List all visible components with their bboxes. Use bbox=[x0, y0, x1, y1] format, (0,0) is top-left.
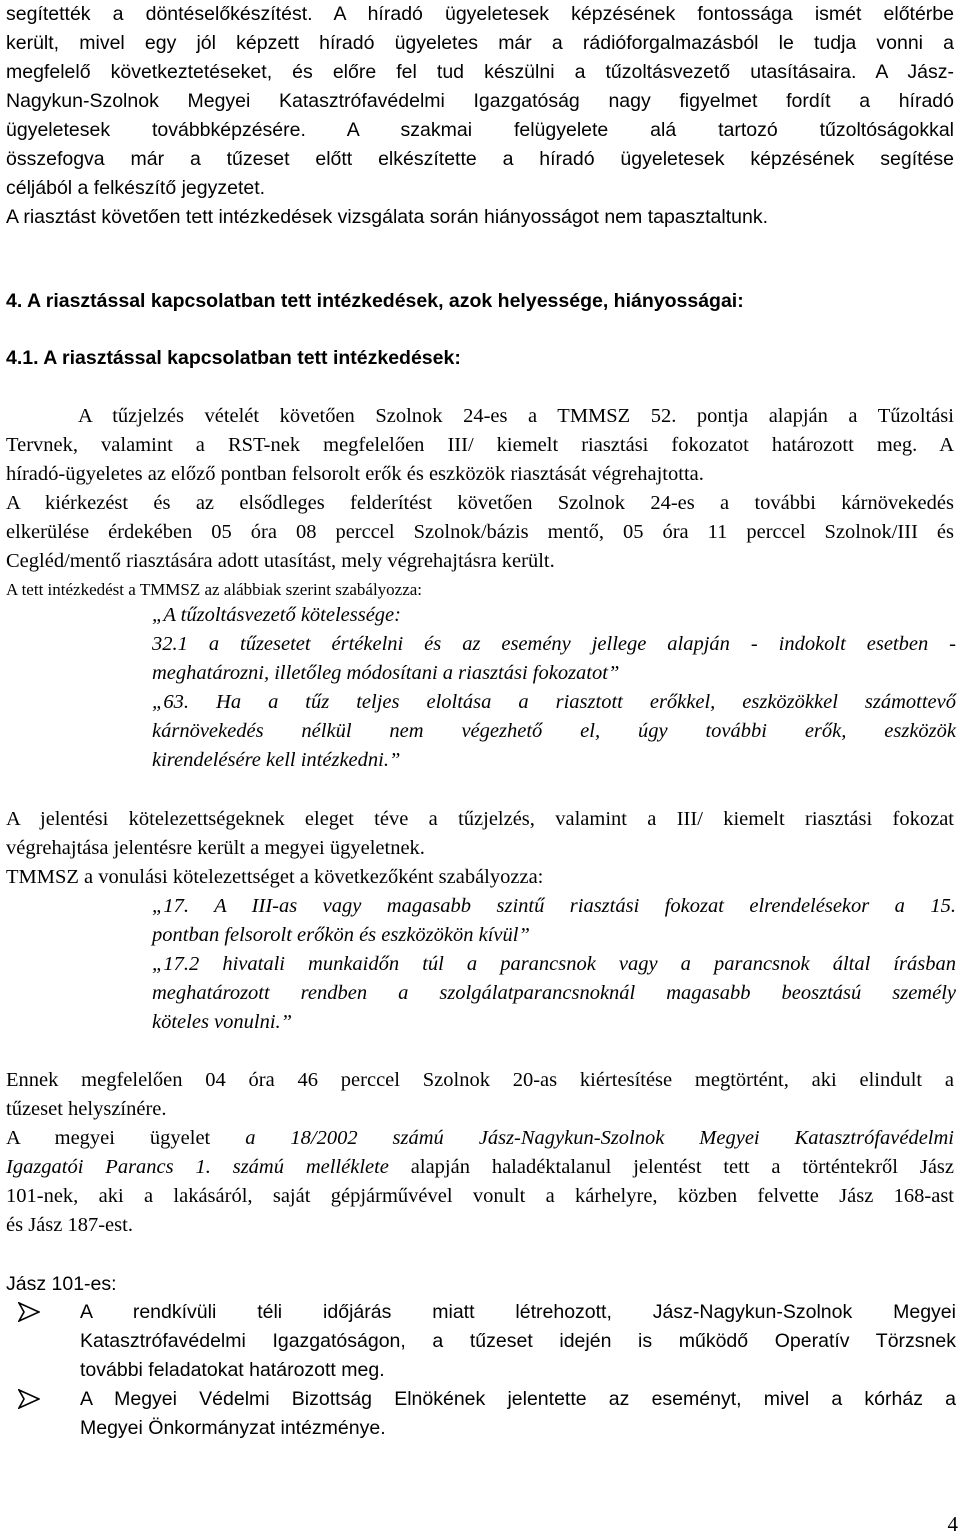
text-line: A Megyei Védelmi Bizottság Elnökének jelentette az eseményt, mivel a kórház a bbox=[80, 1388, 956, 1410]
page-number: 4 bbox=[947, 1512, 958, 1536]
quote-title: „A tűzoltásvezető kötelessége: bbox=[152, 604, 401, 626]
quote-line: kárnövekedés nélkül nem végezhető el, úgy további erők, eszközök bbox=[152, 720, 956, 742]
text-line: végrehajtása jelentésre került a megyei ügyeletnek. bbox=[6, 837, 425, 859]
megyei-paragraph bbox=[6, 1124, 954, 1240]
text-line: céljából a felkészítő jegyzetet. bbox=[6, 177, 266, 199]
quote-line: „63. Ha a tűz teljes eloltása a riasztott erőkkel, eszközökkel számottevő bbox=[152, 691, 956, 713]
quote-line: „17. A III-as vagy magasabb szintű riasztási fokozat elrendelésekor a 15. bbox=[152, 895, 956, 917]
text-line bbox=[6, 1153, 954, 1182]
intro-paragraph bbox=[6, 0, 954, 232]
text-line: Nagykun-Szolnok Megyei Katasztrófavédelmi Igazgatóság nagy figyelmet fordít a híradó bbox=[6, 90, 954, 112]
text-line: elkerülése érdekében 05 óra 08 perccel Szolnok/bázis mentő, 05 óra 11 perccel Szolnok/III és bbox=[6, 521, 954, 543]
text-line: Megyei Önkormányzat intézménye. bbox=[80, 1417, 386, 1439]
ennek-paragraph bbox=[6, 1066, 954, 1124]
text-line: A jelentési kötelezettségeknek eleget téve a tűzjelzés, valamint a III/ kiemelt riasztási fokozat bbox=[6, 808, 954, 830]
quote-line: pontban felsorolt erőkön és eszközökön kívül” bbox=[152, 924, 530, 946]
text-line: Tervnek, valamint a RST-nek megfelelően III/ kiemelt riasztási fokozatot határozott meg. A bbox=[6, 434, 954, 456]
quote-line: köteles vonulni.” bbox=[152, 1011, 293, 1033]
quote-line: meghatározni, illetőleg módosítani a riasztási fokozatot” bbox=[152, 662, 620, 684]
text-line: Katasztrófavédelmi Igazgatóságon, a tűzeset idején is működő Operatív Törzsnek bbox=[80, 1330, 956, 1352]
text-line: ügyeletesek továbbképzésére. A szakmai felügyelete alá tartozó tűzoltóságokkal bbox=[6, 119, 954, 141]
bullet-text bbox=[80, 1298, 956, 1385]
tmmsz-note: A tett intézkedést a TMMSZ az alábbiak szerint szabályozza: bbox=[6, 580, 423, 599]
quote-block-2 bbox=[152, 892, 956, 1037]
section-heading-4-1: 4.1. A riasztással kapcsolatban tett intézkedések: bbox=[6, 347, 461, 369]
text-line: tűzeset helyszínére. bbox=[6, 1098, 167, 1120]
text-line: és Jász 187-est. bbox=[6, 1214, 133, 1236]
text-span: alapján haladéktalanul jelentést tett a történtekről Jász bbox=[388, 1156, 954, 1178]
arrow-bullet-icon bbox=[18, 1302, 40, 1322]
jelentesi-paragraph bbox=[6, 805, 954, 892]
kierkezes-paragraph bbox=[6, 489, 954, 576]
jasz101-label: Jász 101-es: bbox=[6, 1273, 117, 1295]
text-line: Cegléd/mentő riasztására adott utasítást, mely végrehajtásra került. bbox=[6, 550, 555, 572]
arrow-bullet-icon bbox=[18, 1389, 40, 1409]
quote-block-1 bbox=[152, 601, 956, 775]
parancs-reference: a 18/2002 számú Jász-Nagykun-Szolnok Megyei Katasztrófavédelmi bbox=[245, 1127, 955, 1149]
text-line: A tűzjelzés vételét követően Szolnok 24-es a TMMSZ 52. pontja alapján a Tűzoltási bbox=[78, 405, 954, 427]
bullet-text bbox=[80, 1385, 956, 1443]
bullet-item bbox=[6, 1385, 954, 1443]
text-line: A rendkívüli téli időjárás miatt létrehozott, Jász-Nagykun-Szolnok Megyei bbox=[80, 1301, 956, 1323]
text-line: segítették a döntéselőkészítést. A híradó ügyeletesek képzésének fontossága ismét előtérbe bbox=[6, 3, 954, 25]
quote-line: „17.2 hivatali munkaidőn túl a parancsnok vagy a parancsnok által írásban bbox=[152, 953, 956, 975]
text-line bbox=[6, 1124, 954, 1153]
text-span: A megyei ügyelet bbox=[6, 1127, 246, 1149]
text-line: további feladatokat határozott meg. bbox=[80, 1359, 385, 1381]
text-line: került, mivel egy jól képzett híradó ügyeletes már a rádióforgalmazásból le tudja vonni a bbox=[6, 32, 954, 54]
text-line: megfelelő következtetéseket, és előre fel tud készülni a tűzoltásvezető utasításaira. A Jász- bbox=[6, 61, 954, 83]
text-line: összefogva már a tűzeset előtt elkészítette a híradó ügyeletesek képzésének segítése bbox=[6, 148, 954, 170]
parancs-reference: Igazgatói Parancs 1. számú melléklete bbox=[6, 1156, 389, 1178]
text-line: Ennek megfelelően 04 óra 46 perccel Szolnok 20-as kiértesítése megtörtént, aki elindult a bbox=[6, 1069, 954, 1091]
text-line: A riasztást követően tett intézkedések vizsgálata során hiányosságot nem tapasztaltunk. bbox=[6, 206, 769, 228]
tuzjelzes-paragraph bbox=[6, 402, 954, 489]
bullet-item bbox=[6, 1298, 954, 1385]
quote-line: kirendelésére kell intézkedni.” bbox=[152, 749, 401, 771]
text-line: TMMSZ a vonulási kötelezettséget a következőként szabályozza: bbox=[6, 866, 544, 888]
quote-line: 32.1 a tűzesetet értékelni és az esemény jellege alapján - indokolt esetben - bbox=[152, 633, 956, 655]
section-heading-4: 4. A riasztással kapcsolatban tett intézkedések, azok helyessége, hiányosságai: bbox=[6, 290, 744, 312]
quote-line: meghatározott rendben a szolgálatparancsnoknál magasabb beosztású személy bbox=[152, 982, 956, 1004]
text-line: 101-nek, aki a lakásáról, saját gépjárművével vonult a kárhelyre, közben felvette Jász 168-ast bbox=[6, 1185, 954, 1207]
text-line: A kiérkezést és az elsődleges felderítést követően Szolnok 24-es a további kárnövekedés bbox=[6, 492, 954, 514]
text-line: híradó-ügyeletes az előző pontban felsorolt erők és eszközök riasztását végrehajtotta. bbox=[6, 463, 704, 485]
